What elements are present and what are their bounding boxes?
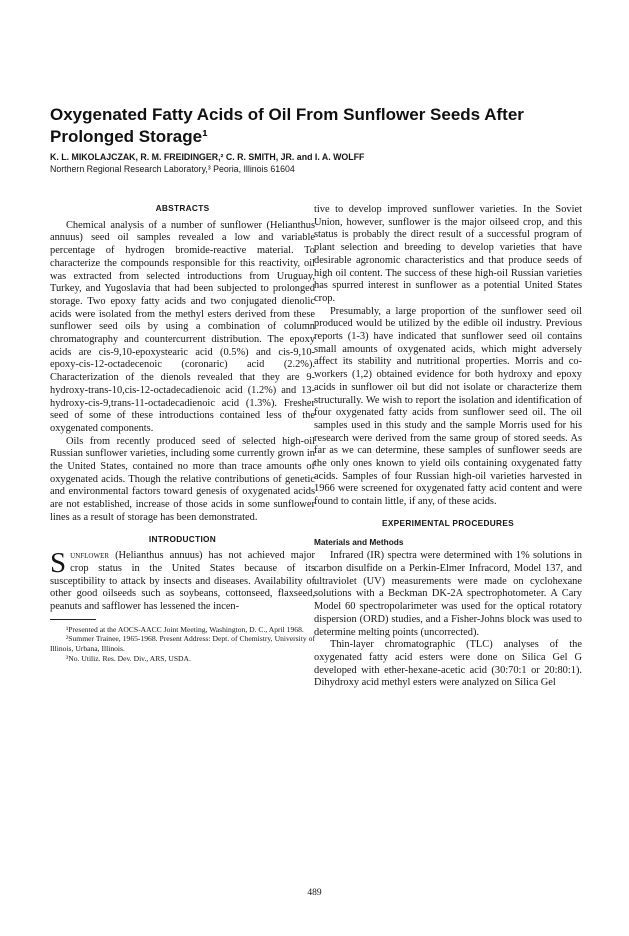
materials-methods-heading: Materials and Methods [314, 536, 404, 547]
intro-text: (Helianthus annuus) has not achieved major crop status in the United States because of its susceptibility to attack by insects and diseases. Availability of other good oilseeds such as soybeans, cottonseed, flaxseed, peanuts and safflower has lessened the incen- [50, 550, 315, 613]
abstract-paragraph-1: Chemical analysis of a number of sunflower (Helianthus annuus) seed oil samples revealed a low and variable percentage of hydrogen bromide-reactive material. To characterize the compounds responsible for this reactivity, oil was extracted from selected introductions from Uruguay, Turkey, and Yugoslavia that had been subjected to prolonged storage. Two epoxy fatty acids and two conjugated dienolic acids were isolated from the methyl esters derived from these sunflower seed oils by using a combination of column chromatography and countercurrent distribution. The epoxy acids are cis-9,10-epoxystearic acid (0.5%) and cis-9,10-epoxy-cis-12-octadecenoic (coronaric) acid (2.2%). Characterization of the dienols revealed that they are 9-hydroxy-trans-10,cis-12-octadecadienoic acid (1.2%) and 13-hydroxy-cis-9,trans-11-octadecadienoic acid (1.3%). Fresher seed of some of these introductions contained less of the oxygenated components. [50, 219, 315, 434]
experimental-heading: EXPERIMENTAL PROCEDURES [382, 517, 514, 528]
footnote-2: ²Summer Trainee, 1965-1968. Present Address: Dept. of Chemistry, University of Illinois, Urbana, Illinois. [50, 634, 315, 653]
right-paragraph-1: tive to develop improved sunflower varieties. In the Soviet Union, however, sunflower is the major oilseed crop, and this status is probably the direct result of a successful program of plant selection and breeding to develop varieties that have desirable agronomic characteristics and that produce seeds of high oil content. The success of these high-oil Russian varieties has spurred interest in sunflower as a potential United States crop. [314, 204, 582, 304]
intro-smallcaps: unflower [70, 550, 110, 562]
footnote-1: ¹Presented at the AOCS-AACC Joint Meeting, Washington, D. C., April 1968. [66, 624, 304, 634]
introduction-paragraph [50, 547, 315, 614]
right-paragraph-3: Infrared (IR) spectra were determined with 1% solutions in carbon disulfide on a Perkin-Elmer Infracord, Model 137, and ultraviolet (UV) measurements were made on cyclohexane solutions with a Beckman DK-2A spectrophotometer. A Cary Model 60 spectropolarimeter was used for the optical rotatory dispersion (ORD) studies, and a Fisher-Johns block was used to determine melting points (uncorrected). [314, 550, 582, 638]
footnote-rule [50, 619, 96, 620]
drop-cap: S [50, 547, 67, 580]
footnote-3: ³No. Utiliz. Res. Dev. Div., ARS, USDA. [66, 653, 191, 663]
right-paragraph-4: Thin-layer chromatographic (TLC) analyses of the oxygenated fatty acid esters were done on Silica Gel G developed with ether-hexane-acetic acid (30:70:1 or 20:80:1). Dihydroxy acid methyl esters were analyzed on Silica Gel [314, 639, 582, 689]
right-column [314, 204, 582, 690]
abstracts-heading: ABSTRACTS [155, 203, 210, 213]
page-number: 489 [307, 888, 322, 898]
author-list: K. L. MIKOLAJCZAK, R. M. FREIDINGER,² C. R. SMITH, JR. and I. A. WOLFF [50, 152, 365, 162]
abstract-paragraph-2: Oils from recently produced seed of selected high-oil Russian sunflower varieties, including some currently grown in the United States, contained no more than trace amounts of oxygenated acids. Though the relative contributions of genetic and environmental factors toward genesis of oxygenated acids are not established, increase of those acids in some sunflower lines as a result of storage has been demonstrated. [50, 435, 315, 523]
left-column [50, 202, 315, 663]
article-title: Oxygenated Fatty Acids of Oil From Sunflower Seeds After Prolonged Storage¹ [50, 105, 524, 146]
right-paragraph-2: Presumably, a large proportion of the sunflower seed oil produced would be utilized by the edible oil industry. Previous reports (1-3) have indicated that sunflower seed oil contains small amounts of oxygenated acids, which might adversely affect its stability and nutritional properties. Morris and co-workers (1,2) obtained evidence for both hydroxy and epoxy acids in sunflower oil but did not isolate or characterize them structurally. We wish to report the isolation and identification of four oxygenated fatty acids from sunflower seed oil. The oil samples used in this study and the sample Morris used for his research were derived from the same group of stored seeds. As far as we can determine, these samples of sunflower seeds are the only ones known to yield oils containing oxygenated fatty acids. Samples of four Russian high-oil varieties harvested in 1966 were screened for oxygenated fatty acid content and were found to contain little, if any, of these acids. [314, 305, 582, 508]
introduction-heading: INTRODUCTION [148, 533, 217, 544]
affiliation: Northern Regional Research Laboratory,³ Peoria, Illinois 61604 [50, 164, 295, 174]
